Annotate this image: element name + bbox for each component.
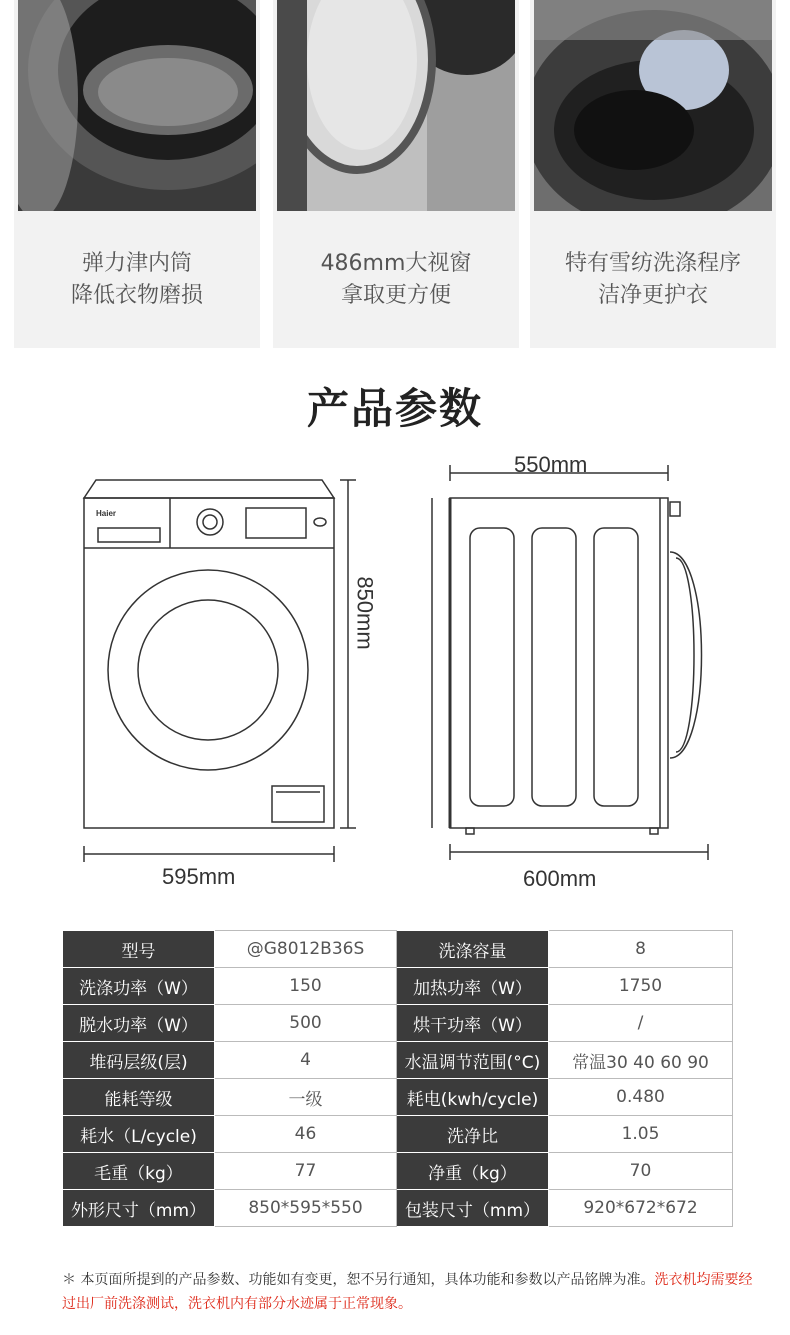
spec-key: 洗涤功率（W） [63,968,215,1005]
spec-value: 常温30 40 60 90 [549,1042,733,1079]
spec-table [62,930,733,1227]
chiffon-photo [534,0,772,211]
disclaimer-note [62,1268,762,1316]
height-label: 850mm [352,576,378,650]
spec-value: 1.05 [549,1116,733,1153]
disclaimer-warning: 洗衣机均需要经过出厂前洗涤测试，洗衣机内有部分水迹属于正常现象。 [62,1272,753,1312]
spec-value: 1750 [549,968,733,1005]
feature-title: 弹力津内筒 [81,251,192,276]
spec-key: 烘干功率（W） [397,1005,549,1042]
feature-caption [273,248,519,312]
table-row [63,968,733,1005]
spec-value: 0.480 [549,1079,733,1116]
width-label: 595mm [162,864,236,889]
table-row [63,1153,733,1190]
spec-key: 型号 [63,931,215,968]
table-row [63,1079,733,1116]
spec-value: 70 [549,1153,733,1190]
window-photo [277,0,515,211]
depth-label: 550mm [514,452,588,477]
spec-key: 堆码层级(层) [63,1042,215,1079]
spec-value: 500 [215,1005,397,1042]
feature-card-window [273,0,519,348]
feature-title: 特有雪纺洗涤程序 [564,251,741,276]
dimension-diagram [0,440,790,910]
table-row [63,1005,733,1042]
table-row [63,931,733,968]
spec-key: 外形尺寸（mm） [63,1190,215,1227]
spec-key: 能耗等级 [63,1079,215,1116]
spec-value: @G8012B36S [215,931,397,968]
spec-value: 850*595*550 [215,1190,397,1227]
section-title: 产品参数 [306,384,483,433]
spec-value: 4 [215,1042,397,1079]
feature-title: 486mm大视窗 [320,251,472,276]
drum-photo [18,0,256,211]
spec-key: 耗水（L/cycle) [63,1116,215,1153]
feature-card-chiffon [530,0,776,348]
spec-key: 包装尺寸（mm） [397,1190,549,1227]
spec-key: 洗涤容量 [397,931,549,968]
spec-key: 加热功率（W） [397,968,549,1005]
disclaimer-text: ＊ 本页面所提到的产品参数、功能如有变更，恕不另行通知，具体功能和参数以产品铭牌为准。 [62,1272,655,1288]
feature-card-drum [14,0,260,348]
spec-key: 洗净比 [397,1116,549,1153]
spec-value: 77 [215,1153,397,1190]
spec-value: 8 [549,931,733,968]
spec-value: / [549,1005,733,1042]
feature-caption [530,248,776,312]
brand-logo: Haier [96,509,117,518]
spec-key: 耗电(kwh/cycle) [397,1079,549,1116]
spec-key: 净重（kg） [397,1153,549,1190]
spec-value: 920*672*672 [549,1190,733,1227]
table-row [63,1042,733,1079]
spec-key: 脱水功率（W） [63,1005,215,1042]
spec-value: 一级 [215,1079,397,1116]
spec-key: 毛重（kg） [63,1153,215,1190]
table-row [63,1190,733,1227]
spec-key: 水温调节范围(°C) [397,1042,549,1079]
table-row [63,1116,733,1153]
spec-value: 46 [215,1116,397,1153]
spec-value: 150 [215,968,397,1005]
feature-subtitle: 洁净更护衣 [597,283,708,308]
depth-total-label: 600mm [523,866,597,891]
washer-drawing [0,440,790,910]
feature-subtitle: 拿取更方便 [340,283,451,308]
feature-subtitle: 降低衣物磨损 [70,283,203,308]
feature-caption [14,248,260,312]
